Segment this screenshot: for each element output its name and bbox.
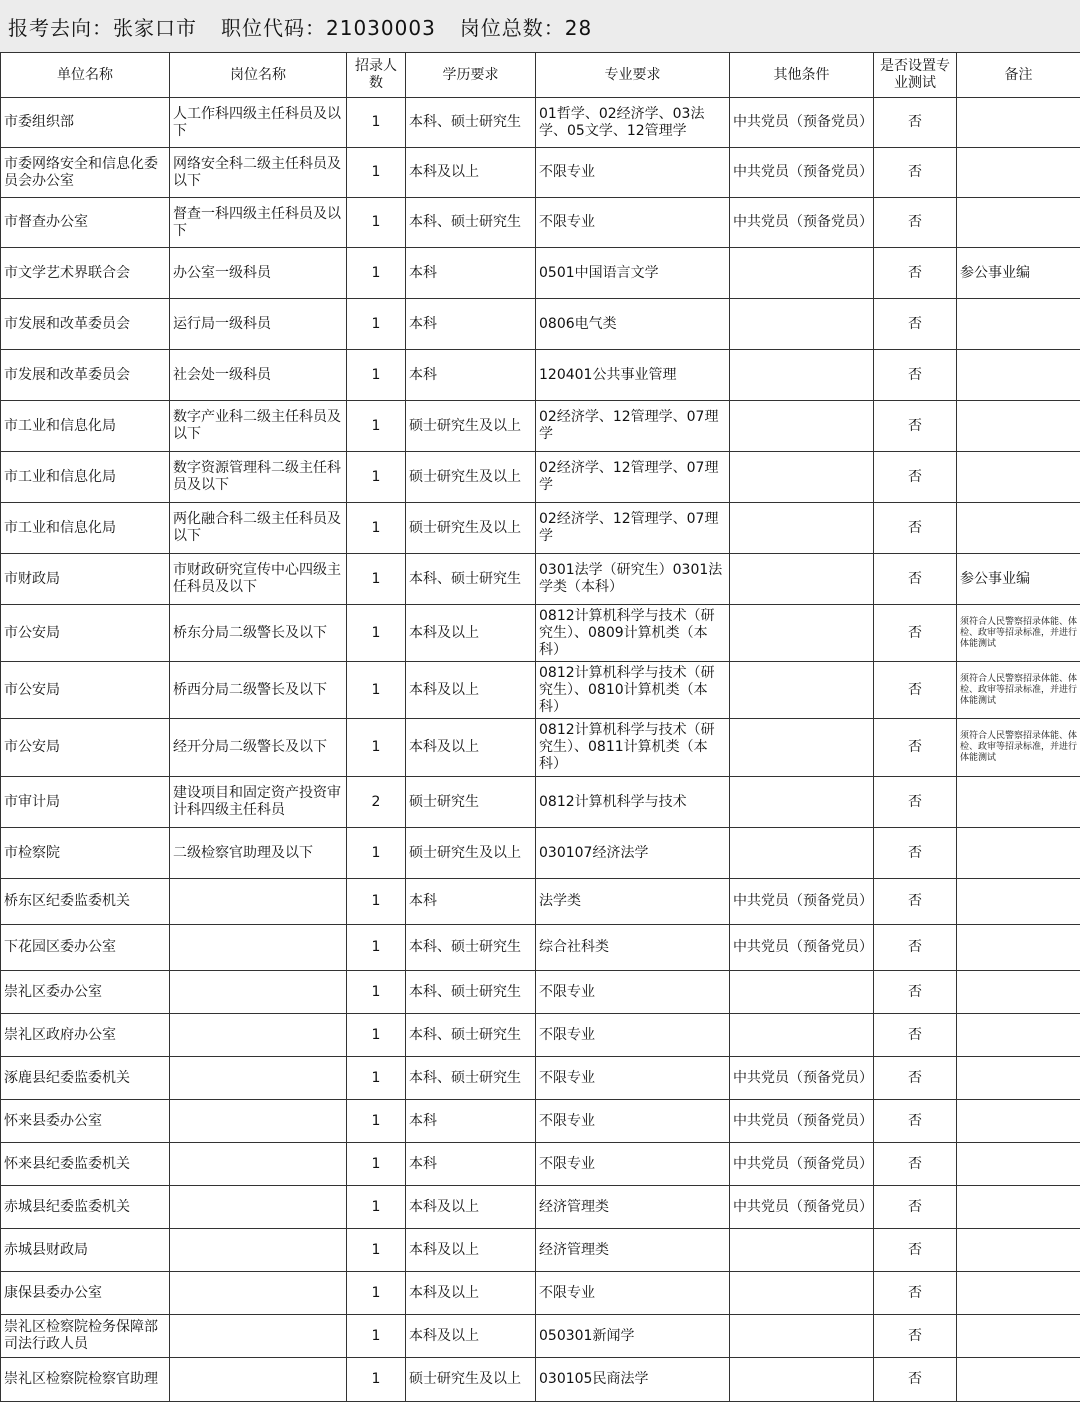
table-row <box>1 299 1080 350</box>
cell-edu: 硕士研究生 <box>406 777 536 828</box>
cell-other <box>730 1014 874 1057</box>
cell-unit: 崇礼区检察院检察官助理 <box>1 1358 170 1402</box>
cell-major: 030107经济法学 <box>536 828 730 879</box>
cell-edu: 本科、硕士研究生 <box>406 554 536 605</box>
cell-post <box>170 1315 347 1358</box>
col-edu: 学历要求 <box>406 53 536 98</box>
cell-note <box>957 1143 1080 1186</box>
cell-major: 不限专业 <box>536 1057 730 1100</box>
table-row <box>1 248 1080 299</box>
cell-major: 0812计算机科学与技术 <box>536 777 730 828</box>
table-row <box>1 971 1080 1014</box>
cell-post <box>170 879 347 925</box>
table-row <box>1 879 1080 925</box>
cell-note <box>957 350 1080 401</box>
table-row <box>1 605 1080 662</box>
cell-edu: 硕士研究生及以上 <box>406 1358 536 1402</box>
cell-note <box>957 1358 1080 1402</box>
table-row <box>1 1229 1080 1272</box>
cell-note <box>957 1014 1080 1057</box>
table-row <box>1 719 1080 777</box>
cell-other <box>730 554 874 605</box>
cell-num: 1 <box>347 605 406 662</box>
cell-major: 0812计算机科学与技术（研究生）、0810计算机类（本科） <box>536 662 730 719</box>
cell-major: 0501中国语言文学 <box>536 248 730 299</box>
cell-num: 1 <box>347 198 406 248</box>
col-test: 是否设置专业测试 <box>874 53 957 98</box>
cell-note <box>957 1272 1080 1315</box>
cell-note <box>957 925 1080 971</box>
cell-num: 1 <box>347 1100 406 1143</box>
cell-post <box>170 1186 347 1229</box>
cell-test: 否 <box>874 719 957 777</box>
cell-test: 否 <box>874 1272 957 1315</box>
cell-note <box>957 1057 1080 1100</box>
cell-edu: 本科、硕士研究生 <box>406 1057 536 1100</box>
cell-post: 桥东分局二级警长及以下 <box>170 605 347 662</box>
cell-note: 须符合人民警察招录体能、体检、政审等招录标准，并进行体能测试 <box>957 605 1080 662</box>
cell-note: 参公事业编 <box>957 248 1080 299</box>
cell-num: 1 <box>347 925 406 971</box>
cell-post: 办公室一级科员 <box>170 248 347 299</box>
cell-num: 1 <box>347 401 406 452</box>
cell-post: 数字产业科二级主任科员及以下 <box>170 401 347 452</box>
cell-other: 中共党员（预备党员） <box>730 98 874 148</box>
cell-num: 1 <box>347 662 406 719</box>
cell-num: 1 <box>347 1229 406 1272</box>
cell-major: 0806电气类 <box>536 299 730 350</box>
cell-test: 否 <box>874 401 957 452</box>
cell-unit: 赤城县财政局 <box>1 1229 170 1272</box>
cell-other <box>730 401 874 452</box>
cell-note <box>957 452 1080 503</box>
cell-edu: 硕士研究生及以上 <box>406 452 536 503</box>
cell-major: 不限专业 <box>536 1143 730 1186</box>
cell-major: 综合社科类 <box>536 925 730 971</box>
cell-major: 不限专业 <box>536 198 730 248</box>
cell-edu: 本科、硕士研究生 <box>406 925 536 971</box>
table-row <box>1 1186 1080 1229</box>
cell-num: 1 <box>347 1057 406 1100</box>
cell-major: 02经济学、12管理学、07理学 <box>536 401 730 452</box>
cell-other <box>730 1229 874 1272</box>
cell-num: 1 <box>347 719 406 777</box>
cell-major: 030105民商法学 <box>536 1358 730 1402</box>
cell-edu: 本科及以上 <box>406 1186 536 1229</box>
cell-unit: 市督查办公室 <box>1 198 170 248</box>
cell-unit: 市委组织部 <box>1 98 170 148</box>
cell-edu: 本科 <box>406 299 536 350</box>
cell-unit: 市公安局 <box>1 662 170 719</box>
cell-num: 1 <box>347 879 406 925</box>
col-num: 招录人数 <box>347 53 406 98</box>
cell-major: 0301法学（研究生）0301法学类（本科） <box>536 554 730 605</box>
cell-edu: 本科 <box>406 879 536 925</box>
col-major: 专业要求 <box>536 53 730 98</box>
cell-post: 数字资源管理科二级主任科员及以下 <box>170 452 347 503</box>
cell-other: 中共党员（预备党员） <box>730 879 874 925</box>
table-row <box>1 1143 1080 1186</box>
cell-post: 桥西分局二级警长及以下 <box>170 662 347 719</box>
cell-major: 02经济学、12管理学、07理学 <box>536 503 730 554</box>
cell-unit: 市审计局 <box>1 777 170 828</box>
table-row <box>1 828 1080 879</box>
cell-note <box>957 198 1080 248</box>
cell-other: 中共党员（预备党员） <box>730 925 874 971</box>
col-post: 岗位名称 <box>170 53 347 98</box>
cell-test: 否 <box>874 1014 957 1057</box>
cell-edu: 本科及以上 <box>406 719 536 777</box>
cell-post: 社会处一级科员 <box>170 350 347 401</box>
cell-unit: 怀来县委办公室 <box>1 1100 170 1143</box>
cell-major: 不限专业 <box>536 1014 730 1057</box>
cell-note <box>957 828 1080 879</box>
cell-test: 否 <box>874 1100 957 1143</box>
cell-edu: 本科、硕士研究生 <box>406 198 536 248</box>
cell-note: 须符合人民警察招录体能、体检、政审等招录标准，并进行体能测试 <box>957 662 1080 719</box>
cell-edu: 硕士研究生及以上 <box>406 503 536 554</box>
table-row <box>1 1057 1080 1100</box>
cell-other: 中共党员（预备党员） <box>730 1143 874 1186</box>
cell-other <box>730 971 874 1014</box>
table-row <box>1 925 1080 971</box>
cell-other <box>730 1358 874 1402</box>
destination-label: 报考去向：张家口市 <box>8 15 197 40</box>
cell-unit: 下花园区委办公室 <box>1 925 170 971</box>
cell-other <box>730 1315 874 1358</box>
table-row <box>1 777 1080 828</box>
cell-test: 否 <box>874 1358 957 1402</box>
cell-other <box>730 662 874 719</box>
cell-num: 1 <box>347 554 406 605</box>
cell-note <box>957 401 1080 452</box>
cell-major: 050301新闻学 <box>536 1315 730 1358</box>
cell-note <box>957 98 1080 148</box>
total-positions-label: 岗位总数：28 <box>459 15 593 40</box>
table-row <box>1 1358 1080 1402</box>
table-row <box>1 350 1080 401</box>
cell-edu: 本科、硕士研究生 <box>406 1014 536 1057</box>
cell-major: 经济管理类 <box>536 1186 730 1229</box>
cell-other: 中共党员（预备党员） <box>730 198 874 248</box>
cell-unit: 市检察院 <box>1 828 170 879</box>
cell-other <box>730 503 874 554</box>
table-row <box>1 1315 1080 1358</box>
cell-other <box>730 719 874 777</box>
table-row <box>1 662 1080 719</box>
cell-note <box>957 777 1080 828</box>
cell-edu: 硕士研究生及以上 <box>406 828 536 879</box>
cell-post: 督查一科四级主任科员及以下 <box>170 198 347 248</box>
cell-post <box>170 1014 347 1057</box>
cell-test: 否 <box>874 299 957 350</box>
cell-unit: 赤城县纪委监委机关 <box>1 1186 170 1229</box>
cell-num: 1 <box>347 1358 406 1402</box>
cell-major: 不限专业 <box>536 1272 730 1315</box>
cell-other <box>730 605 874 662</box>
cell-post: 网络安全科二级主任科员及以下 <box>170 148 347 198</box>
cell-other <box>730 1272 874 1315</box>
cell-test: 否 <box>874 248 957 299</box>
cell-other <box>730 777 874 828</box>
cell-edu: 本科及以上 <box>406 1229 536 1272</box>
cell-num: 1 <box>347 452 406 503</box>
cell-test: 否 <box>874 662 957 719</box>
table-row <box>1 148 1080 198</box>
cell-num: 1 <box>347 1014 406 1057</box>
cell-post <box>170 1057 347 1100</box>
cell-post: 人工作科四级主任科员及以下 <box>170 98 347 148</box>
cell-unit: 怀来县纪委监委机关 <box>1 1143 170 1186</box>
cell-edu: 本科及以上 <box>406 605 536 662</box>
cell-num: 1 <box>347 971 406 1014</box>
cell-unit: 康保县委办公室 <box>1 1272 170 1315</box>
cell-other <box>730 828 874 879</box>
cell-unit: 市工业和信息化局 <box>1 452 170 503</box>
cell-major: 0812计算机科学与技术（研究生）、0809计算机类（本科） <box>536 605 730 662</box>
cell-other <box>730 350 874 401</box>
col-unit: 单位名称 <box>1 53 170 98</box>
title-bar <box>0 0 1080 52</box>
cell-num: 1 <box>347 1143 406 1186</box>
cell-num: 1 <box>347 299 406 350</box>
cell-post: 建设项目和固定资产投资审计科四级主任科员 <box>170 777 347 828</box>
cell-unit: 市财政局 <box>1 554 170 605</box>
cell-other: 中共党员（预备党员） <box>730 1100 874 1143</box>
cell-edu: 本科及以上 <box>406 662 536 719</box>
cell-edu: 本科、硕士研究生 <box>406 98 536 148</box>
cell-note: 参公事业编 <box>957 554 1080 605</box>
cell-num: 2 <box>347 777 406 828</box>
cell-note <box>957 1229 1080 1272</box>
cell-edu: 本科、硕士研究生 <box>406 971 536 1014</box>
cell-major: 不限专业 <box>536 148 730 198</box>
cell-unit: 崇礼区委办公室 <box>1 971 170 1014</box>
table-row <box>1 452 1080 503</box>
cell-major: 02经济学、12管理学、07理学 <box>536 452 730 503</box>
position-code-label: 职位代码：21030003 <box>221 15 436 40</box>
cell-note <box>957 879 1080 925</box>
cell-unit: 市发展和改革委员会 <box>1 350 170 401</box>
table-row <box>1 98 1080 148</box>
cell-test: 否 <box>874 879 957 925</box>
cell-note <box>957 299 1080 350</box>
cell-edu: 本科 <box>406 248 536 299</box>
cell-unit: 崇礼区检察院检务保障部司法行政人员 <box>1 1315 170 1358</box>
cell-major: 法学类 <box>536 879 730 925</box>
cell-test: 否 <box>874 452 957 503</box>
cell-post: 两化融合科二级主任科员及以下 <box>170 503 347 554</box>
cell-test: 否 <box>874 1315 957 1358</box>
cell-post <box>170 1143 347 1186</box>
cell-edu: 本科及以上 <box>406 148 536 198</box>
col-note: 备注 <box>957 53 1080 98</box>
cell-other: 中共党员（预备党员） <box>730 1057 874 1100</box>
cell-post <box>170 1358 347 1402</box>
cell-other <box>730 248 874 299</box>
cell-note <box>957 1186 1080 1229</box>
cell-num: 1 <box>347 1272 406 1315</box>
cell-test: 否 <box>874 777 957 828</box>
cell-edu: 本科及以上 <box>406 1315 536 1358</box>
cell-post: 经开分局二级警长及以下 <box>170 719 347 777</box>
cell-post <box>170 1100 347 1143</box>
cell-unit: 崇礼区政府办公室 <box>1 1014 170 1057</box>
cell-test: 否 <box>874 148 957 198</box>
table-row <box>1 198 1080 248</box>
cell-unit: 市文学艺术界联合会 <box>1 248 170 299</box>
cell-edu: 硕士研究生及以上 <box>406 401 536 452</box>
cell-unit: 市工业和信息化局 <box>1 401 170 452</box>
cell-num: 1 <box>347 350 406 401</box>
positions-table <box>0 52 1080 1402</box>
cell-other: 中共党员（预备党员） <box>730 148 874 198</box>
cell-num: 1 <box>347 828 406 879</box>
cell-test: 否 <box>874 828 957 879</box>
table-row <box>1 1272 1080 1315</box>
cell-edu: 本科 <box>406 1143 536 1186</box>
cell-unit: 市工业和信息化局 <box>1 503 170 554</box>
cell-test: 否 <box>874 1186 957 1229</box>
cell-num: 1 <box>347 148 406 198</box>
cell-other: 中共党员（预备党员） <box>730 1186 874 1229</box>
cell-post: 市财政研究宣传中心四级主任科员及以下 <box>170 554 347 605</box>
cell-note <box>957 1315 1080 1358</box>
cell-test: 否 <box>874 605 957 662</box>
cell-post: 二级检察官助理及以下 <box>170 828 347 879</box>
cell-post <box>170 925 347 971</box>
cell-test: 否 <box>874 925 957 971</box>
cell-test: 否 <box>874 971 957 1014</box>
cell-note <box>957 1100 1080 1143</box>
cell-major: 不限专业 <box>536 971 730 1014</box>
cell-num: 1 <box>347 1186 406 1229</box>
cell-test: 否 <box>874 1143 957 1186</box>
col-other: 其他条件 <box>730 53 874 98</box>
cell-edu: 本科 <box>406 1100 536 1143</box>
cell-unit: 市发展和改革委员会 <box>1 299 170 350</box>
cell-unit: 桥东区纪委监委机关 <box>1 879 170 925</box>
cell-test: 否 <box>874 1229 957 1272</box>
cell-other <box>730 299 874 350</box>
cell-unit: 市公安局 <box>1 605 170 662</box>
cell-post: 运行局一级科员 <box>170 299 347 350</box>
cell-unit: 市委网络安全和信息化委员会办公室 <box>1 148 170 198</box>
cell-note <box>957 148 1080 198</box>
cell-other <box>730 452 874 503</box>
cell-post <box>170 1229 347 1272</box>
cell-major: 不限专业 <box>536 1100 730 1143</box>
cell-major: 经济管理类 <box>536 1229 730 1272</box>
cell-test: 否 <box>874 1057 957 1100</box>
cell-note <box>957 503 1080 554</box>
cell-num: 1 <box>347 1315 406 1358</box>
cell-major: 120401公共事业管理 <box>536 350 730 401</box>
cell-num: 1 <box>347 248 406 299</box>
table-row <box>1 1014 1080 1057</box>
cell-edu: 本科 <box>406 350 536 401</box>
cell-post <box>170 1272 347 1315</box>
cell-num: 1 <box>347 98 406 148</box>
cell-test: 否 <box>874 98 957 148</box>
table-row <box>1 401 1080 452</box>
cell-num: 1 <box>347 503 406 554</box>
table-row <box>1 554 1080 605</box>
cell-test: 否 <box>874 554 957 605</box>
header-row <box>1 53 1080 98</box>
cell-major: 01哲学、02经济学、03法学、05文学、12管理学 <box>536 98 730 148</box>
cell-edu: 本科及以上 <box>406 1272 536 1315</box>
cell-note <box>957 971 1080 1014</box>
cell-post <box>170 971 347 1014</box>
cell-unit: 市公安局 <box>1 719 170 777</box>
cell-test: 否 <box>874 503 957 554</box>
table-row <box>1 1100 1080 1143</box>
cell-test: 否 <box>874 198 957 248</box>
cell-unit: 涿鹿县纪委监委机关 <box>1 1057 170 1100</box>
cell-note: 须符合人民警察招录体能、体检、政审等招录标准，并进行体能测试 <box>957 719 1080 777</box>
cell-test: 否 <box>874 350 957 401</box>
cell-major: 0812计算机科学与技术（研究生）、0811计算机类（本科） <box>536 719 730 777</box>
table-row <box>1 503 1080 554</box>
